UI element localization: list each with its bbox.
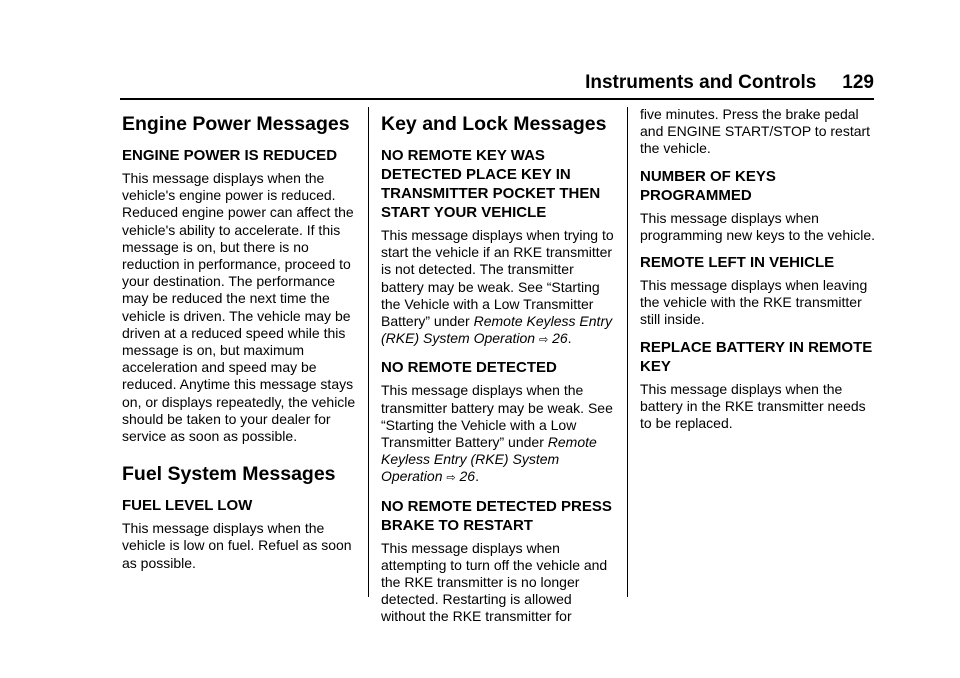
page-header bbox=[585, 72, 874, 94]
page-number: 129 bbox=[842, 72, 874, 93]
ref-title: Remote Keyless Entry (RKE) System Operation bbox=[381, 313, 613, 347]
ref-page: 26 bbox=[459, 468, 476, 485]
column-2 bbox=[381, 106, 619, 635]
column-divider-2 bbox=[627, 107, 628, 597]
column-1 bbox=[122, 106, 360, 581]
subhead-fuel-level-low: FUEL LEVEL LOW bbox=[122, 497, 253, 515]
column-3 bbox=[640, 106, 878, 441]
section-title-fuel-system: Fuel System Messages bbox=[122, 463, 336, 486]
header-rule bbox=[120, 98, 874, 100]
subhead-engine-power-reduced: ENGINE POWER IS REDUCED bbox=[122, 147, 338, 164]
body-text: This message displays when the transmitter battery may be weak. See “Starting the Vehicle with a Low Transmitter Battery” under bbox=[381, 382, 613, 451]
body-number-of-keys: This message displays when programming new keys to the vehicle. bbox=[640, 209, 875, 243]
ref-page: 26 bbox=[552, 330, 568, 347]
body-press-brake-continued: five minutes. Press the brake pedal and ENGINE START/STOP to restart the vehicle. bbox=[640, 106, 871, 157]
page-ref-arrow-icon: ⇨ bbox=[446, 472, 456, 485]
body-text: This message displays when trying to start the vehicle if an RKE transmitter is not detected. The transmitter battery may be weak. See “Starting the Vehicle with a Low Transmitter Battery” under bbox=[381, 227, 614, 330]
body-no-remote-key bbox=[381, 227, 619, 349]
ref-end: . bbox=[475, 468, 479, 485]
body-no-remote-detected bbox=[381, 382, 619, 487]
subhead-press-brake: NO REMOTE DETECTED PRESS BRAKE TO RESTART bbox=[381, 497, 612, 534]
body-replace-battery: This message displays when the battery in the RKE transmitter needs to be replaced. bbox=[640, 380, 866, 432]
subhead-remote-left: REMOTE LEFT IN VEHICLE bbox=[640, 254, 835, 272]
ref-end: . bbox=[567, 330, 572, 347]
page-ref-arrow-icon: ⇨ bbox=[538, 334, 549, 347]
column-divider-1 bbox=[368, 107, 369, 597]
section-title-engine-power: Engine Power Messages bbox=[122, 113, 350, 135]
subhead-number-of-keys: NUMBER OF KEYS PROGRAMMED bbox=[640, 167, 776, 204]
body-engine-power-reduced: This message displays when the vehicle's engine power is reduced. Reduced engine power can affect the vehicle's ability to accelerate. If this message is on, but there is no reduction in performance, proceed to your destination. The performance may be reduced the next time the vehicle is driven. The vehicle may be driven at a reduced speed while this message is on, but maximum acceleration and speed may be reduced. Anytime this message stays on, or displays repeatedly, the vehicle should be taken to your dealer for service as soon as possible. bbox=[122, 170, 356, 445]
body-remote-left: This message displays when leaving the vehicle with the RKE transmitter still inside. bbox=[640, 277, 868, 328]
body-press-brake: This message displays when attempting to turn off the vehicle and the RKE transmitter is no longer detected. Restarting is allowed without the RKE transmitter for bbox=[381, 539, 608, 625]
subhead-replace-battery: REPLACE BATTERY IN REMOTE KEY bbox=[640, 338, 873, 375]
subhead-no-remote-key: NO REMOTE KEY WAS DETECTED PLACE KEY IN TRANSMITTER POCKET THEN START YOUR VEHICLE bbox=[381, 147, 601, 221]
section-title-key-lock: Key and Lock Messages bbox=[381, 113, 607, 135]
body-fuel-level-low: This message displays when the vehicle is low on fuel. Refuel as soon as possible. bbox=[122, 520, 352, 571]
header-section-title: Instruments and Controls bbox=[585, 72, 817, 93]
ref-title: Remote Keyless Entry (RKE) System Operation bbox=[381, 434, 597, 485]
subhead-no-remote-detected: NO REMOTE DETECTED bbox=[381, 359, 557, 377]
